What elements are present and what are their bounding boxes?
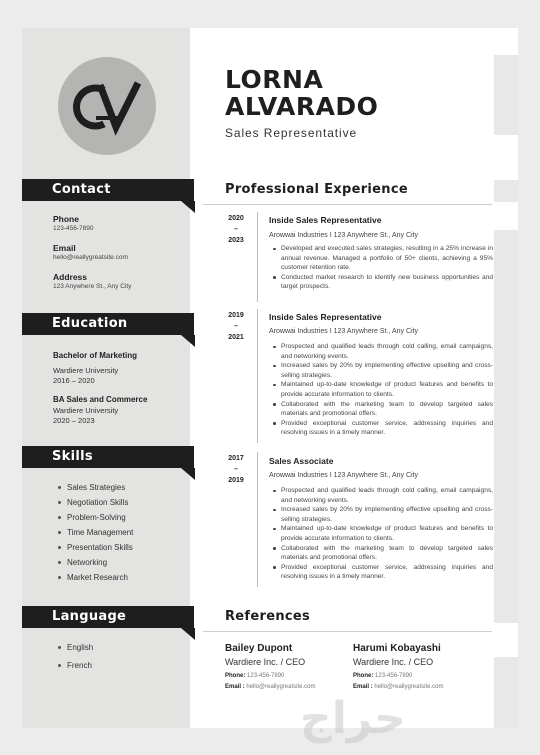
- language-item: English: [55, 640, 93, 655]
- decor-block: [494, 657, 518, 728]
- cv-monogram-icon: [58, 57, 156, 155]
- decor-block: [494, 180, 518, 202]
- job-company: Arowwai Industries I 123 Anywhere St., Any City: [269, 472, 419, 479]
- skill-item: Problem-Solving: [55, 510, 133, 525]
- skills-header: Skills: [22, 446, 194, 468]
- duty-item: Collaborated with the marketing team to develop targeted sales materials and promotional offers.: [273, 400, 493, 419]
- duty-item: Prospected and qualified leads through cold calling, email campaigns, and networking events.: [273, 486, 493, 505]
- duty-item: Increased sales by 20% by implementing effective upselling and cross-selling strategies.: [273, 505, 493, 524]
- experience-header: Professional Experience: [225, 182, 408, 197]
- education-degree: Bachelor of Marketing: [53, 351, 138, 360]
- skill-item: Presentation Skills: [55, 540, 133, 555]
- job-role: Inside Sales Representative: [269, 215, 382, 225]
- job-duties: [273, 342, 493, 438]
- job-duties: [273, 486, 493, 582]
- job-company: Arowwai Industries I 123 Anywhere St., Any City: [269, 328, 419, 335]
- skill-item: Sales Strategies: [55, 480, 133, 495]
- language-header: Language: [22, 606, 194, 628]
- candidate-name: [225, 66, 378, 120]
- duty-item: Collaborated with the marketing team to develop targeted sales materials and promotional offers.: [273, 544, 493, 563]
- reference-name: Harumi Kobayashi: [353, 643, 441, 654]
- decor-block: [494, 230, 518, 623]
- duty-item: Prospected and qualified leads through cold calling, email campaigns, and networking events.: [273, 342, 493, 361]
- reference-name: Bailey Dupont: [225, 643, 293, 654]
- duty-item: Conducted market research to identify new business opportunities and target prospects.: [273, 273, 493, 292]
- language-list: [55, 640, 93, 673]
- reference-org: Wardiere Inc. / CEO: [225, 657, 306, 667]
- reference-email: Email : hello@reallygreatsite.com: [225, 684, 316, 690]
- reference-email: Email : hello@reallygreatsite.com: [353, 684, 444, 690]
- duty-item: Provided exceptional customer service, addressing inquiries and resolving issues in a timely manner.: [273, 419, 493, 438]
- reference-org: Wardiere Inc. / CEO: [353, 657, 434, 667]
- address-label: Address: [53, 272, 88, 282]
- address-value: 123 Anywhere St., Any City: [53, 283, 132, 290]
- job-role: Inside Sales Representative: [269, 312, 382, 322]
- skill-item: Time Management: [55, 525, 133, 540]
- skill-item: Negotiation Skills: [55, 495, 133, 510]
- education-school: Wardiere University: [53, 366, 119, 375]
- job-role: Sales Associate: [269, 456, 334, 466]
- last-name: ALVARADO: [225, 92, 379, 121]
- skill-item: Networking: [55, 555, 133, 570]
- job-years: 2019 – 2021: [228, 312, 244, 341]
- skill-item: Market Research: [55, 570, 133, 585]
- skills-list: [55, 480, 133, 585]
- job-title: Sales Representative: [225, 126, 358, 140]
- email-value: hello@reallygreatsite.com: [53, 254, 128, 261]
- first-name: LORNA: [225, 65, 324, 94]
- duty-item: Provided exceptional customer service, addressing inquiries and resolving issues in a timely manner.: [273, 563, 493, 582]
- education-school: Wardiere University: [53, 406, 119, 415]
- duty-item: Maintained up-to-date knowledge of product features and benefits to provide accurate information to clients.: [273, 380, 493, 399]
- education-header: Education: [22, 313, 194, 335]
- education-degree: BA Sales and Commerce: [53, 395, 148, 404]
- timeline-line: [257, 309, 258, 443]
- reference-phone: Phone: 123-456-7890: [225, 673, 285, 679]
- job-years: 2017 – 2019: [228, 455, 244, 484]
- job-years: 2020 – 2023: [228, 215, 244, 244]
- phone-label: Phone: [53, 214, 79, 224]
- duty-item: Increased sales by 20% by implementing effective upselling and cross-selling strategies.: [273, 361, 493, 380]
- watermark: حراج: [300, 693, 406, 744]
- phone-value: 123-456-7890: [53, 225, 94, 232]
- education-years: 2016 – 2020: [53, 376, 95, 385]
- job-duties: [273, 244, 493, 292]
- contact-header: Contact: [22, 179, 194, 201]
- timeline-line: [257, 452, 258, 587]
- references-header: References: [225, 609, 311, 624]
- reference-phone: Phone: 123-456-7890: [353, 673, 413, 679]
- decor-block: [494, 55, 518, 135]
- job-company: Arowwai Industries I 123 Anywhere St., Any City: [269, 232, 419, 239]
- divider: [203, 204, 492, 205]
- duty-item: Developed and executed sales strategies, resulting in a 25% increase in annual revenue. Managed a portfolio of 50+ clients, achieving a 95% customer retention rate.: [273, 244, 493, 273]
- language-item: French: [55, 658, 93, 673]
- duty-item: Maintained up-to-date knowledge of product features and benefits to provide accurate information to clients.: [273, 524, 493, 543]
- education-years: 2020 – 2023: [53, 416, 95, 425]
- timeline-line: [257, 212, 258, 302]
- divider: [203, 631, 492, 632]
- email-label: Email: [53, 243, 76, 253]
